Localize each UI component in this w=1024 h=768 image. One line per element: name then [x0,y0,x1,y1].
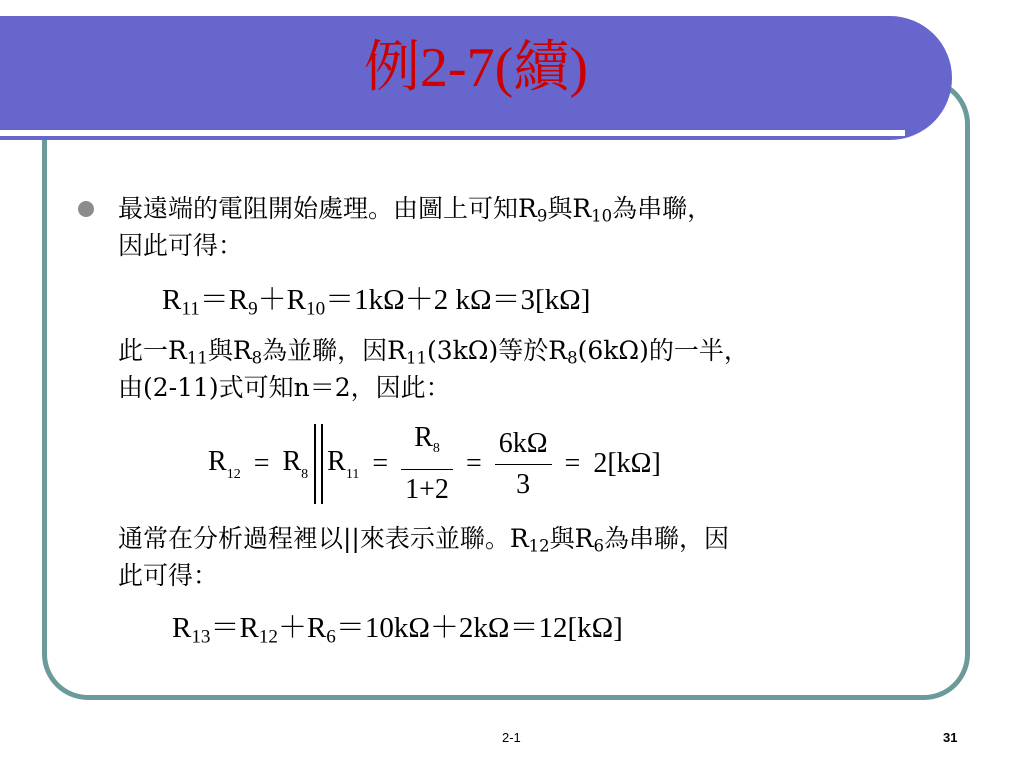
subscript: 8 [567,348,578,368]
text: 與R [549,524,594,553]
text: R [414,422,433,453]
footer-section-label: 2-1 [502,730,521,745]
term-r11 [327,446,359,483]
equation-r12 [208,422,661,506]
subscript: 11 [186,348,208,368]
text: 與R [547,194,592,223]
title-underline [0,130,905,136]
equals-sign: = [253,448,270,479]
subscript: 6 [326,626,336,648]
para1-line2: 因此可得： [118,231,244,260]
text: 與R [207,336,252,365]
text: R [327,445,346,477]
subscript: 11 [345,466,360,482]
numerator [410,420,444,467]
text: R [162,284,182,316]
text: 為串聯，因 [604,524,730,553]
para1-line1 [118,192,712,226]
subscript: 8 [432,441,440,456]
text: (6kΩ)的一半， [577,336,749,365]
equals-sign: = [372,448,389,479]
subscript: 8 [301,466,309,482]
text: R [282,445,302,477]
result: 2[kΩ] [593,448,661,479]
slide-title: 例2-7(續) [364,37,588,99]
subscript: 12 [258,626,278,648]
equals-sign: = [564,448,581,479]
subscript: 12 [226,466,241,482]
subscript: 6 [593,536,604,556]
subscript: 9 [536,206,548,226]
denominator: 1+2 [405,474,449,505]
equation-r11 [162,280,590,320]
subscript: 8 [251,348,263,368]
subscript: 9 [248,298,258,320]
text: 通常在分析過程裡以||來表示並聯。R [118,524,529,553]
text: 最遠端的電阻開始處理。由圖上可知R [118,194,537,223]
page-number: 31 [943,730,958,745]
text: 為並聯，因R [262,336,406,365]
fraction-6k-over-3 [495,426,552,503]
term-r8 [282,446,308,483]
text: ＝R [210,612,259,644]
subscript: 10 [306,298,326,320]
text: 為串聯， [612,194,713,223]
fraction-r8-over-3 [401,420,453,508]
equation-r13 [172,608,623,648]
term-r12 [208,446,241,483]
text: ＋R [257,284,307,316]
subscript: 11 [405,348,427,368]
para2-line2: 由(2-11)式可知n＝2，因此： [118,373,451,402]
text: ＝R [199,284,249,316]
para3-line2: 此可得： [118,561,219,590]
subscript: 13 [191,626,211,648]
subscript: 10 [591,206,613,226]
numerator: 6kΩ [498,427,548,459]
para3-line1 [118,522,729,556]
text: ＝1kΩ＋2 kΩ＝3[kΩ] [325,284,591,316]
bullet-icon [78,201,94,217]
subscript: 11 [181,298,200,320]
fraction-bar [401,469,453,470]
text: ＋R [277,612,327,644]
text: (3kΩ)等於R [426,336,568,365]
text: R [172,612,192,644]
equals-sign: = [465,448,482,479]
para2-line1 [118,334,749,368]
denominator: 3 [516,468,531,500]
subscript: 12 [528,536,550,556]
text: 此一R [118,336,187,365]
fraction-bar [495,464,552,465]
text: R [208,445,227,477]
text: ＝10kΩ＋2kΩ＝12[kΩ] [335,612,623,644]
parallel-symbol [314,424,323,504]
